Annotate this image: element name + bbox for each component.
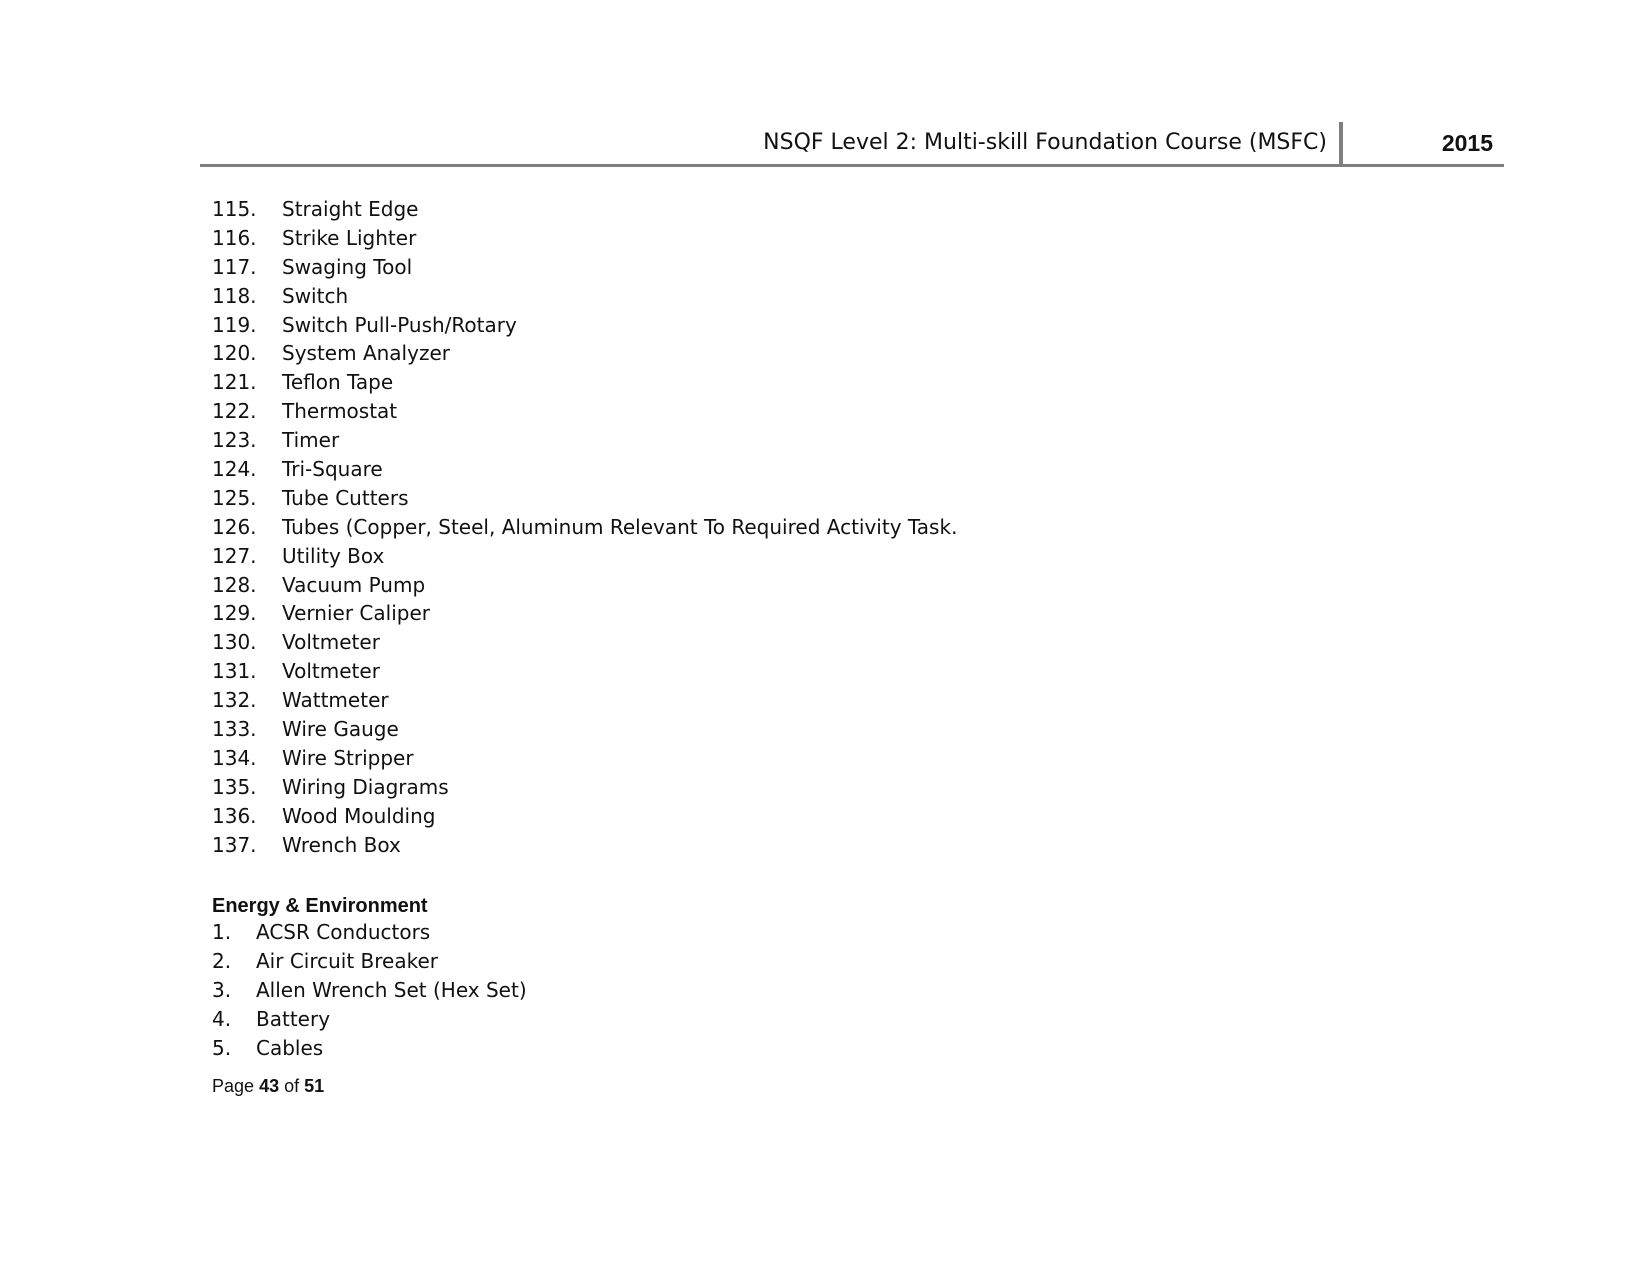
page-header [200, 118, 1504, 167]
item-text: Cables [256, 1035, 324, 1060]
item-number: 134. [212, 745, 257, 770]
item-number: 120. [212, 341, 257, 366]
item-text: Straight Edge [282, 197, 419, 221]
list-item [212, 715, 957, 744]
item-number: 132. [212, 688, 257, 713]
item-text: Wire Stripper [282, 745, 414, 770]
item-number: 124. [212, 457, 257, 482]
current-page-number: 43 [259, 1076, 280, 1096]
item-text: Tube Cutters [282, 485, 409, 510]
item-number: 129. [212, 601, 257, 626]
item-number: 116. [212, 225, 257, 250]
total-pages-number: 51 [304, 1076, 325, 1096]
item-text: Vacuum Pump [282, 572, 426, 597]
section-heading-energy-environment: Energy & Environment [212, 895, 428, 917]
item-number: 126. [212, 514, 257, 539]
item-number: 133. [212, 717, 257, 742]
list-item [212, 455, 957, 484]
energy-list [212, 918, 527, 1062]
item-number: 3. [212, 977, 232, 1002]
item-text: Timer [282, 428, 340, 453]
list-item [212, 831, 957, 860]
list-item [212, 224, 957, 253]
list-item [212, 947, 527, 976]
item-number: 136. [212, 803, 257, 828]
list-item [212, 571, 957, 600]
item-number: 125. [212, 485, 257, 510]
item-text: Teflon Tape [282, 370, 394, 395]
list-item [212, 802, 957, 831]
item-text: Switch Pull-Push/Rotary [282, 312, 517, 337]
item-number: 130. [212, 630, 257, 655]
document-title: NSQF Level 2: Multi-skill Foundation Course (MSFC) [763, 130, 1327, 155]
item-text: Wire Gauge [282, 717, 399, 742]
list-item [212, 282, 957, 311]
list-item [212, 1034, 527, 1063]
item-number: 1. [212, 920, 232, 944]
item-text: Wrench Box [282, 832, 401, 857]
item-text: Wattmeter [282, 688, 389, 713]
item-number: 135. [212, 774, 257, 799]
item-text: Voltmeter [282, 630, 380, 655]
list-item [212, 397, 957, 426]
list-item [212, 513, 957, 542]
list-item [212, 976, 527, 1005]
page-footer [212, 1075, 324, 1097]
list-item [212, 195, 957, 224]
item-text: Swaging Tool [282, 254, 413, 279]
header-divider [1339, 122, 1343, 164]
item-number: 115. [212, 197, 257, 221]
list-item [212, 484, 957, 513]
item-number: 121. [212, 370, 257, 395]
list-item [212, 542, 957, 571]
list-item [212, 1005, 527, 1034]
item-text: Voltmeter [282, 659, 380, 684]
item-text: Wiring Diagrams [282, 774, 449, 799]
item-text: Air Circuit Breaker [256, 948, 439, 973]
page-label: Page [212, 1076, 255, 1096]
item-number: 4. [212, 1006, 232, 1031]
list-item [212, 773, 957, 802]
item-text: Allen Wrench Set (Hex Set) [256, 977, 527, 1002]
item-number: 122. [212, 399, 257, 424]
item-text: Tri-Square [282, 457, 383, 482]
item-number: 117. [212, 254, 257, 279]
list-item [212, 686, 957, 715]
item-number: 5. [212, 1035, 232, 1060]
list-item [212, 657, 957, 686]
list-item [212, 599, 957, 628]
list-item [212, 918, 527, 947]
list-item [212, 744, 957, 773]
item-text: System Analyzer [282, 341, 450, 366]
list-item [212, 426, 957, 455]
list-item [212, 311, 957, 340]
item-number: 123. [212, 428, 257, 453]
list-item [212, 628, 957, 657]
item-text: Battery [256, 1006, 331, 1031]
item-text: Utility Box [282, 543, 385, 568]
item-text: Wood Moulding [282, 803, 436, 828]
item-text: Thermostat [282, 399, 398, 424]
item-number: 128. [212, 572, 257, 597]
list-item [212, 339, 957, 368]
item-number: 137. [212, 832, 257, 857]
item-number: 127. [212, 543, 257, 568]
item-text: Strike Lighter [282, 225, 417, 250]
item-text: Switch [282, 283, 349, 308]
tools-list [212, 195, 957, 859]
item-number: 2. [212, 948, 232, 973]
item-text: ACSR Conductors [256, 920, 431, 944]
of-label: of [284, 1076, 300, 1096]
item-number: 131. [212, 659, 257, 684]
list-item [212, 253, 957, 282]
list-item [212, 368, 957, 397]
item-text: Tubes (Copper, Steel, Aluminum Relevant To Required Activity Task. [282, 514, 958, 539]
item-text: Vernier Caliper [282, 601, 430, 626]
item-number: 119. [212, 312, 257, 337]
item-number: 118. [212, 283, 257, 308]
document-year: 2015 [1441, 130, 1493, 156]
